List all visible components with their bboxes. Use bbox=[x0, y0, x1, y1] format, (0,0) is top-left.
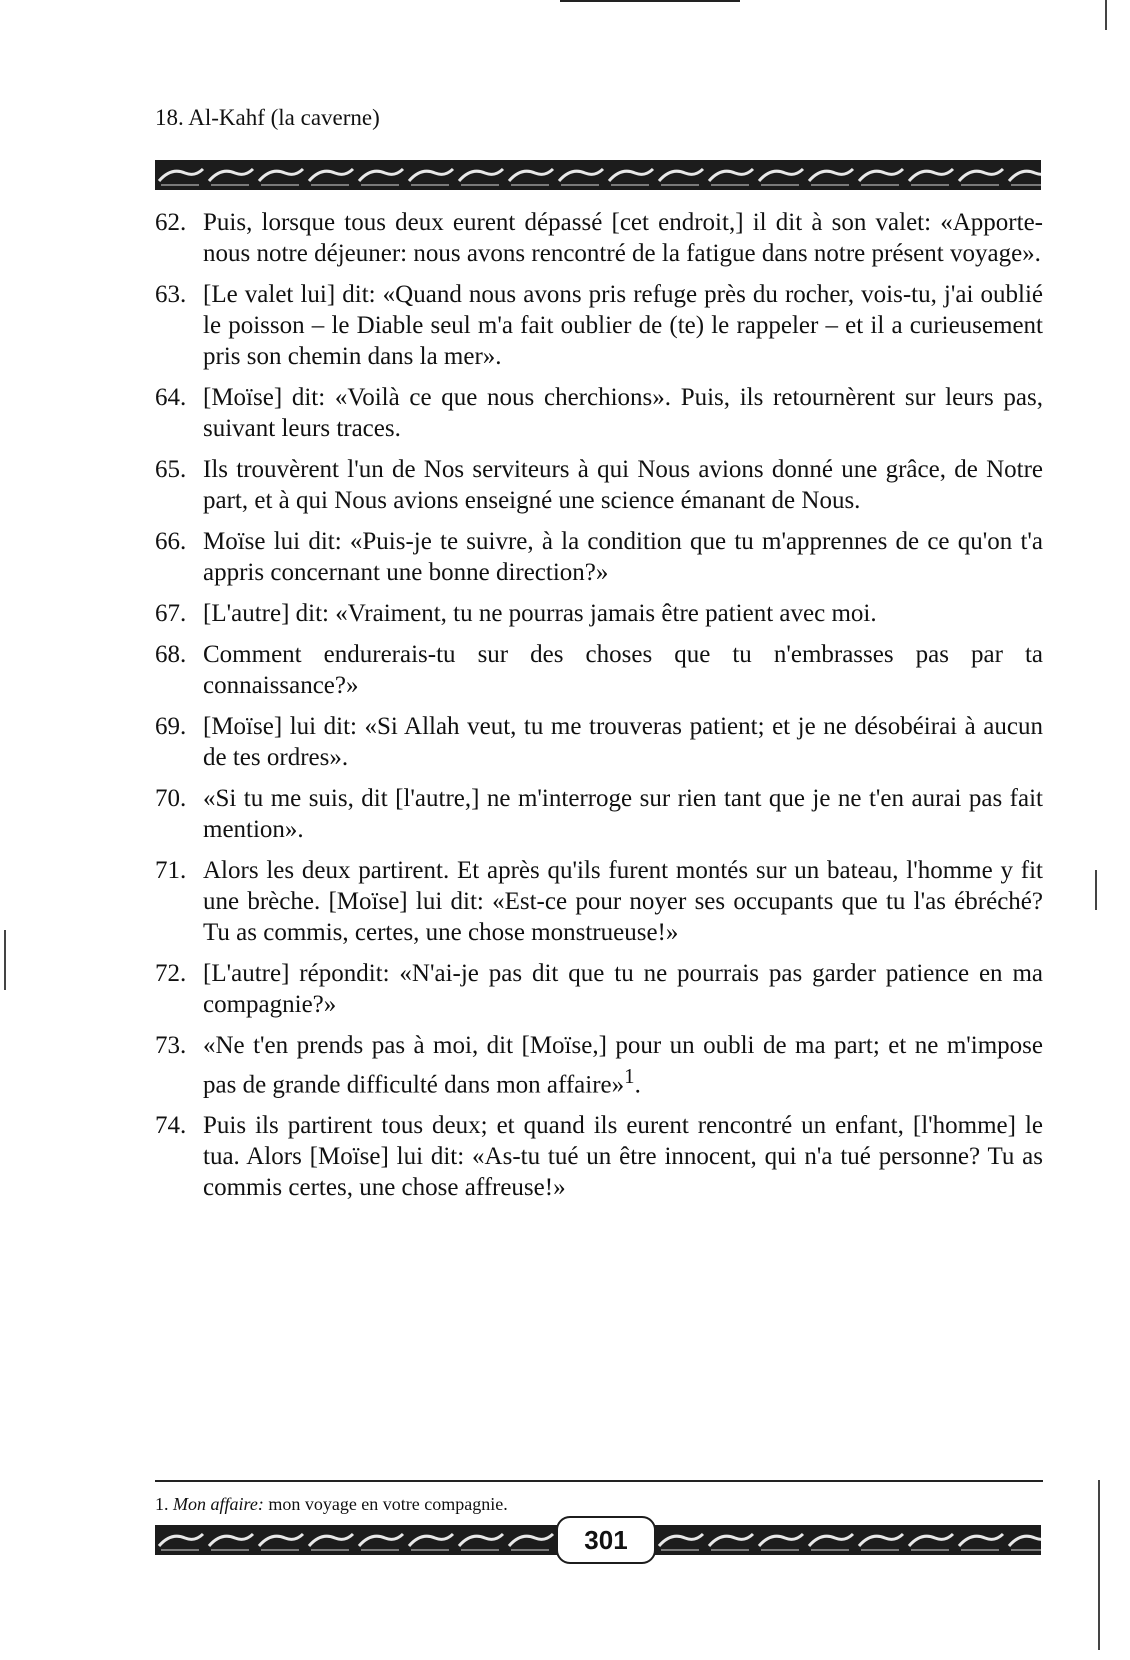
verse-number: 72. bbox=[155, 960, 187, 987]
verse-text: Ils trouvèrent l'un de Nos serviteurs à qui Nous avions donné une grâce, de Notre part, et à qui Nous avions enseigné une science émanant de Nous. bbox=[203, 456, 1043, 514]
footnote-text: mon voyage en votre compagnie. bbox=[268, 1494, 508, 1514]
verse-number: 69. bbox=[155, 713, 187, 740]
verse-number: 74. bbox=[155, 1112, 187, 1140]
verse-69 bbox=[155, 711, 1043, 773]
footnote-marker: 1. bbox=[155, 1494, 169, 1514]
verse-number: 66. bbox=[155, 528, 187, 555]
margin-mark bbox=[1095, 870, 1097, 910]
page-number: 301 bbox=[556, 1516, 656, 1564]
verse-64 bbox=[155, 382, 1043, 444]
verse-text-wrapper bbox=[203, 1030, 1043, 1100]
verse-63 bbox=[155, 279, 1043, 372]
verse-number: 70. bbox=[155, 785, 187, 812]
verse-number: 67. bbox=[155, 600, 187, 627]
verse-text: «Ne t'en prends pas à moi, dit [Moïse,] pour un oubli de ma part; et ne m'impose pas de grande difficulté dans mon affaire» bbox=[203, 1032, 1043, 1099]
verse-text: Puis, lorsque tous deux eurent dépassé [cet endroit,] il dit à son valet: «Apporte-nous notre déjeuner: nous avons rencontré de la fatigue dans notre présent voyage». bbox=[203, 209, 1043, 267]
verse-text: [Le valet lui] dit: «Quand nous avons pris refuge près du rocher, vois-tu, j'ai oublié le poisson – le Diable seul m'a fait oublier de (te) le rappeler – et il a curieusement pris son chemin dans la mer». bbox=[203, 281, 1043, 370]
verse-list bbox=[155, 207, 1043, 1213]
verse-72 bbox=[155, 958, 1043, 1020]
ornamental-band-top bbox=[155, 160, 1041, 190]
margin-mark bbox=[1098, 1480, 1100, 1650]
verse-text: Puis ils partirent tous deux; et quand ils eurent rencontré un enfant, [l'homme] le tua. Alors [Moïse] lui dit: «As-tu tué un être innocent, qui n'a tué personne? Tu as commis certes, une chose affreuse!» bbox=[203, 1112, 1043, 1202]
verse-68 bbox=[155, 639, 1043, 701]
verse-text: [L'autre] répondit: «N'ai-je pas dit que tu ne pourrais pas garder patience en ma compagnie?» bbox=[203, 960, 1043, 1018]
verse-text: Moïse lui dit: «Puis-je te suivre, à la condition que tu m'apprennes de ce qu'on t'a appris concernant une bonne direction?» bbox=[203, 528, 1043, 586]
verse-text: «Si tu me suis, dit [l'autre,] ne m'interroge sur rien tant que je ne t'en aurai pas fait mention». bbox=[203, 785, 1043, 843]
verse-text: [Moïse] dit: «Voilà ce que nous cherchions». Puis, ils retournèrent sur leurs pas, suivant leurs traces. bbox=[203, 384, 1043, 442]
verse-text-end: . bbox=[634, 1071, 641, 1099]
verse-70 bbox=[155, 783, 1043, 845]
footnote-reference: 1 bbox=[624, 1064, 635, 1088]
footnote bbox=[155, 1494, 508, 1515]
margin-mark bbox=[1105, 0, 1107, 30]
ornament-pattern-top bbox=[155, 160, 1041, 190]
verse-number: 71. bbox=[155, 857, 187, 884]
verse-number: 63. bbox=[155, 281, 187, 308]
verse-text: Alors les deux partirent. Et après qu'ils furent montés sur un bateau, l'homme y fit une brèche. [Moïse] lui dit: «Est-ce pour noyer ses occupants que tu l'as ébréché? Tu as commis, certes, une chose monstrueuse!» bbox=[203, 857, 1043, 946]
margin-mark bbox=[4, 930, 6, 990]
verse-73 bbox=[155, 1030, 1043, 1100]
verse-text: Comment endurerais-tu sur des choses que tu n'embrasses pas par ta connaissance?» bbox=[203, 641, 1043, 699]
footnote-rule bbox=[155, 1480, 1043, 1482]
verse-number: 73. bbox=[155, 1032, 187, 1059]
verse-number: 68. bbox=[155, 641, 187, 668]
verse-number: 65. bbox=[155, 456, 187, 483]
verse-71 bbox=[155, 855, 1043, 948]
verse-text: [Moïse] lui dit: «Si Allah veut, tu me trouveras patient; et je ne désobéirai à aucun de tes ordres». bbox=[203, 713, 1043, 771]
verse-65 bbox=[155, 454, 1043, 516]
verse-62 bbox=[155, 207, 1043, 269]
verse-text: [L'autre] dit: «Vraiment, tu ne pourras jamais être patient avec moi. bbox=[203, 600, 877, 627]
verse-number: 62. bbox=[155, 209, 187, 236]
top-rule bbox=[560, 0, 740, 2]
footnote-term: Mon affaire: bbox=[173, 1494, 264, 1514]
page-header: 18. Al-Kahf (la caverne) bbox=[155, 105, 380, 130]
verse-74 bbox=[155, 1110, 1043, 1203]
verse-66 bbox=[155, 526, 1043, 588]
verse-67 bbox=[155, 598, 1043, 629]
verse-number: 64. bbox=[155, 384, 187, 411]
